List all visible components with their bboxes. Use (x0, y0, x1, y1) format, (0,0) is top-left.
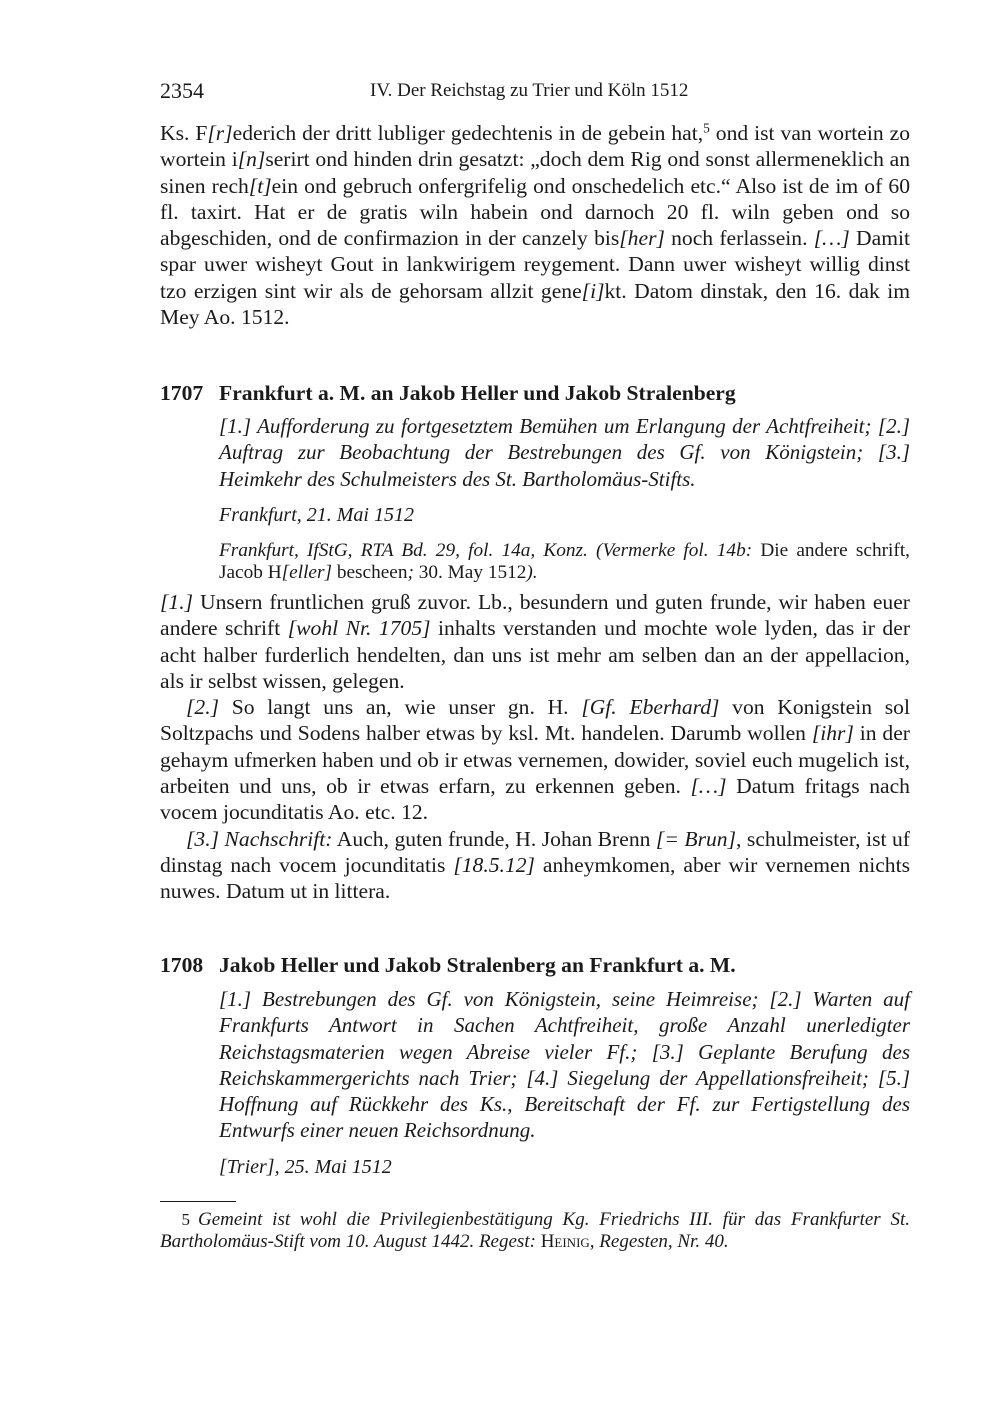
page-number: 2354 (160, 78, 204, 103)
doc-1708-meta (219, 986, 910, 1180)
doc-1707-meta (219, 413, 910, 584)
doc-1708-heading (160, 952, 910, 978)
doc-1708-date: [Trier], 25. Mai 1512 (219, 1155, 392, 1178)
continuation-text (160, 120, 910, 330)
doc-1707-number: 1707 (160, 381, 204, 405)
doc-1707-heading (160, 380, 910, 406)
doc-1707-title: Frankfurt a. M. an Jakob Heller und Jakob Stralenberg (219, 381, 736, 405)
running-title: IV. Der Reichstag zu Trier und Köln 1512 (370, 80, 689, 101)
doc-1707-paragraph-3: [3.] Nachschrift: Auch, guten frunde, H. Johan Brenn [= Brun], schulmeister, ist uf dinstag nach vocem jocunditatis [18.5.12] anheymkomen, aber wir vernemen nichts nuwes. Datum ut in littera. (160, 826, 910, 904)
continuation-paragraph: Ks. F[r]ederich der dritt lubliger gedechtenis in de gebein hat,$^5$ ond ist van wortein zo wortein i[n]serirt ond hinden drin gesatzt: „doch dem Rig ond sonst allermeneklich an sinen rech[t]ein ond gebruch onfergrifelig ond onschedelich etc.“ Also ist de im of 60 fl. taxirt. Hat er de gratis wiln habein ond darnoch 20 fl. wiln geben ond so abgeschiden, ond de confirmazion in der canzely bis[her] noch ferlassein. […] Damit spar uwer wisheyt Gout in lankwirigem reygement. Dann uwer wisheyt willig dinst tzo erzigen sint wir als de gehorsam allzit gene[i]kt. Datom dinstak, den 16. dak im Mey Ao. 1512. (160, 120, 911, 330)
running-head (160, 78, 910, 106)
doc-1708-title: Jakob Heller und Jakob Stralenberg an Frankfurt a. M. (219, 953, 736, 977)
doc-1708-regest: [1.] Bestrebungen des Gf. von Königstein, seine Heimreise; [2.] Warten auf Frankfurts Antwort in Sachen Achtfreiheit, große Anzahl unerledigter Reichstagsmaterien wegen Abreise vieler Ff.; [3.] Geplante Berufung des Reichskammergerichts nach Trier; [4.] Siegelung der Appellationsfreiheit; [5.] Hoffnung auf Rückkehr des Ks., Bereitschaft der Ff. zur Fertigstellung des Entwurfs einer neuen Reichsordnung. (219, 987, 910, 1143)
footnote-number: 5 (181, 1210, 190, 1229)
doc-1708-number: 1708 (160, 953, 204, 977)
doc-1707-regest: [1.] Aufforderung zu fortgesetztem Bemühen um Erlangung der Achtfreiheit; [2.] Auftrag zur Beobachtung der Bestrebungen des Gf. von Königstein; [3.] Heimkehr des Schulmeisters des St. Bartholomäus-Stifts. (219, 414, 910, 491)
doc-1707-paragraph-1: [1.] Unsern fruntlichen gruß zuvor. Lb., besundern und guten frunde, wir haben euer andere schrift [wohl Nr. 1705] inhalts verstanden und mochte wole lyden, das ir der acht halber furderlich hendelten, dan uns ist mehr am selben dan an der appellacion, als ir selbst wissen, gelegen. (160, 590, 911, 693)
doc-1707-body (160, 589, 910, 905)
doc-1707-date: Frankfurt, 21. Mai 1512 (219, 503, 414, 526)
doc-1707-paragraph-2: [2.] So langt uns an, wie unser gn. H. [Gf. Eberhard] von Konigstein sol Soltzpachs und Sodens halber etwas by ksl. Mt. handelen. Darumb wollen [ihr] in der gehaym ufmerken haben und ob ir etwas vernemen, dowider, soviel euch mugelich ist, arbeiten und uns, ob ir etwas erfarn, zu erkennen geben. […] Datum fritags nach vocem jocunditatis Ao. etc. 12. (160, 695, 910, 825)
footnote-ref[interactable]: 5 (703, 120, 710, 136)
footnote-separator (160, 1201, 236, 1202)
doc-1707-source: Frankfurt, IfStG, RTA Bd. 29, fol. 14a, Konz. (Vermerke fol. 14b: Die andere schrift, Jacob H[eller] bescheen; 30. May 1512). (219, 540, 910, 584)
footnote: 5 Gemeint ist wohl die Privilegienbestätigung Kg. Friedrichs III. für das Frankfurter St. Bartholomäus-Stift vom 10. August 1442. Regest: Heinig, Regesten, Nr. 40. (160, 1209, 910, 1252)
